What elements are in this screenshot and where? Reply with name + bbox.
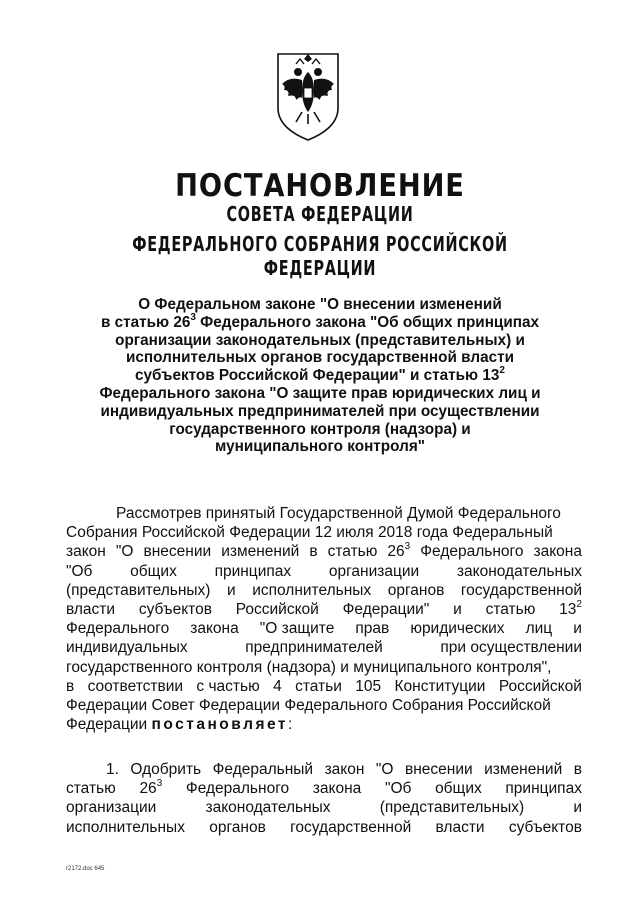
resolution-keyword: постановляет (151, 716, 288, 734)
body-line: государственного контроля (надзора) и муниципального контроля", (66, 658, 552, 676)
body-word: при осуществлении (440, 639, 582, 657)
body-line (66, 760, 582, 779)
body-word: "Об (384, 780, 412, 798)
body-word: в (573, 761, 582, 778)
body-line (66, 638, 582, 657)
body-word: государственной (460, 581, 582, 599)
body-word: соответствии (87, 677, 184, 695)
body-line (66, 562, 582, 581)
body-line: Рассмотрев принятый Государственной Думой Федерального (116, 505, 561, 522)
body-word: Федерального (66, 620, 170, 638)
body-word: с частью (196, 677, 260, 695)
body-word: общих (435, 780, 482, 798)
document-subtitle-1: СОВЕТА ФЕДЕРАЦИИ (226, 202, 414, 226)
body-word: внесении (143, 543, 212, 561)
body-line (66, 542, 582, 561)
body-paragraph-2 (66, 760, 582, 837)
body-line (66, 581, 582, 600)
subject-line: Федерального закона "О защите прав юридических лиц и (99, 384, 541, 402)
body-word: закон (66, 543, 106, 561)
body-word: органов (209, 818, 266, 836)
subject-line: организации законодательных (представительных) и (115, 331, 525, 349)
body-word: "Об (66, 562, 93, 580)
subject-line: индивидуальных предпринимателей при осуществлении (100, 402, 540, 420)
body-word: (представительных) (379, 799, 525, 817)
body-word: в (309, 543, 318, 561)
body-line (66, 600, 582, 619)
body-word: статью (66, 780, 116, 798)
file-reference: r2172.doc 645 (66, 866, 105, 872)
body-word: исполнительных (66, 818, 185, 836)
body-line (66, 779, 582, 798)
body-word: статью (485, 601, 536, 619)
body-word: закона (312, 780, 362, 798)
body-word: закон (324, 761, 365, 778)
subject-line: муниципального контроля" (214, 438, 426, 456)
body-word: $26^3$ (387, 541, 411, 561)
body-word: принципах (214, 562, 292, 580)
subject-line: государственного контроля (надзора) и (169, 420, 471, 438)
body-word: 1. (106, 761, 119, 778)
body-line (66, 677, 582, 696)
body-line: Федерации Совет Федерации Федерального Собрания Российской (66, 697, 551, 715)
body-line (66, 715, 582, 734)
body-line: Собрания Российской Федерации 12 июля 2018 года Федеральный (66, 524, 553, 542)
body-word: закона (190, 620, 239, 638)
body-text: : (288, 716, 293, 734)
body-word: Федеральный (212, 761, 314, 778)
document-subject (60, 296, 580, 456)
body-word: в (66, 677, 75, 695)
body-word: принципах (505, 780, 582, 798)
body-word: Федерации" (342, 601, 430, 619)
body-word: прав (355, 620, 390, 638)
body-word: власти (435, 818, 485, 836)
body-word: организации (66, 799, 157, 817)
document-title: ПОСТАНОВЛЕНИЕ (175, 168, 465, 204)
body-word: власти (66, 601, 116, 619)
body-text: Федерации (66, 716, 152, 734)
body-word: 4 (273, 677, 282, 695)
body-word: субъектов (138, 601, 212, 619)
body-word: и (227, 581, 236, 599)
document-subtitle-2: ФЕДЕРАЛЬНОГО СОБРАНИЯ РОССИЙСКОЙ ФЕДЕРАЦИИ (132, 232, 508, 280)
body-word: и (573, 620, 582, 638)
body-word: и (453, 601, 462, 619)
body-line (66, 798, 582, 817)
body-word: общих (130, 562, 177, 580)
body-word: статьи (295, 677, 342, 695)
body-word: 105 (355, 677, 382, 695)
body-word: Российской (235, 601, 319, 619)
body-word: предпринимателей (245, 639, 383, 657)
body-line (66, 619, 582, 638)
body-word: органов (387, 581, 445, 599)
subject-line: исполнительных органов государственной власти (126, 349, 514, 367)
body-word: изменений (484, 761, 563, 778)
body-word: лиц (525, 620, 553, 638)
body-word: организации (328, 562, 420, 580)
body-word: государственной (290, 818, 412, 836)
body-word: юридических (410, 620, 505, 638)
subject-line: в статью $26^3$ Федерального закона "Об общих принципах (100, 311, 539, 331)
coat-of-arms-icon (272, 50, 344, 142)
body-word: "О (375, 761, 394, 778)
body-word: (представительных) (66, 581, 211, 599)
body-paragraph-1 (66, 504, 582, 734)
body-word: субъектов (508, 818, 582, 836)
body-word: Федерального (185, 780, 290, 798)
body-word: $26^3$ (139, 778, 163, 798)
body-word: законодательных (205, 799, 331, 817)
body-word: "О защите (259, 620, 335, 638)
body-word: $13^2$ (559, 598, 582, 619)
body-word: "О (115, 543, 134, 561)
body-word: Одобрить (130, 761, 202, 778)
subject-line: субъектов Российской Федерации" и статью $13^2$ (135, 365, 505, 385)
body-word: индивидуальных (66, 639, 188, 657)
body-word: Конституции (394, 677, 486, 695)
body-word: изменений (221, 543, 300, 561)
body-word: статью (327, 543, 378, 561)
body-word: внесении (404, 761, 473, 778)
body-word: закона (533, 543, 582, 561)
subject-line: О Федеральном законе "О внесении изменений (138, 296, 502, 313)
body-word: законодательных (456, 562, 582, 580)
body-word: исполнительных (252, 581, 372, 599)
body-word: и (573, 799, 582, 817)
body-word: Российской (498, 677, 582, 695)
body-line (66, 818, 582, 837)
body-word: Федерального (420, 543, 524, 561)
